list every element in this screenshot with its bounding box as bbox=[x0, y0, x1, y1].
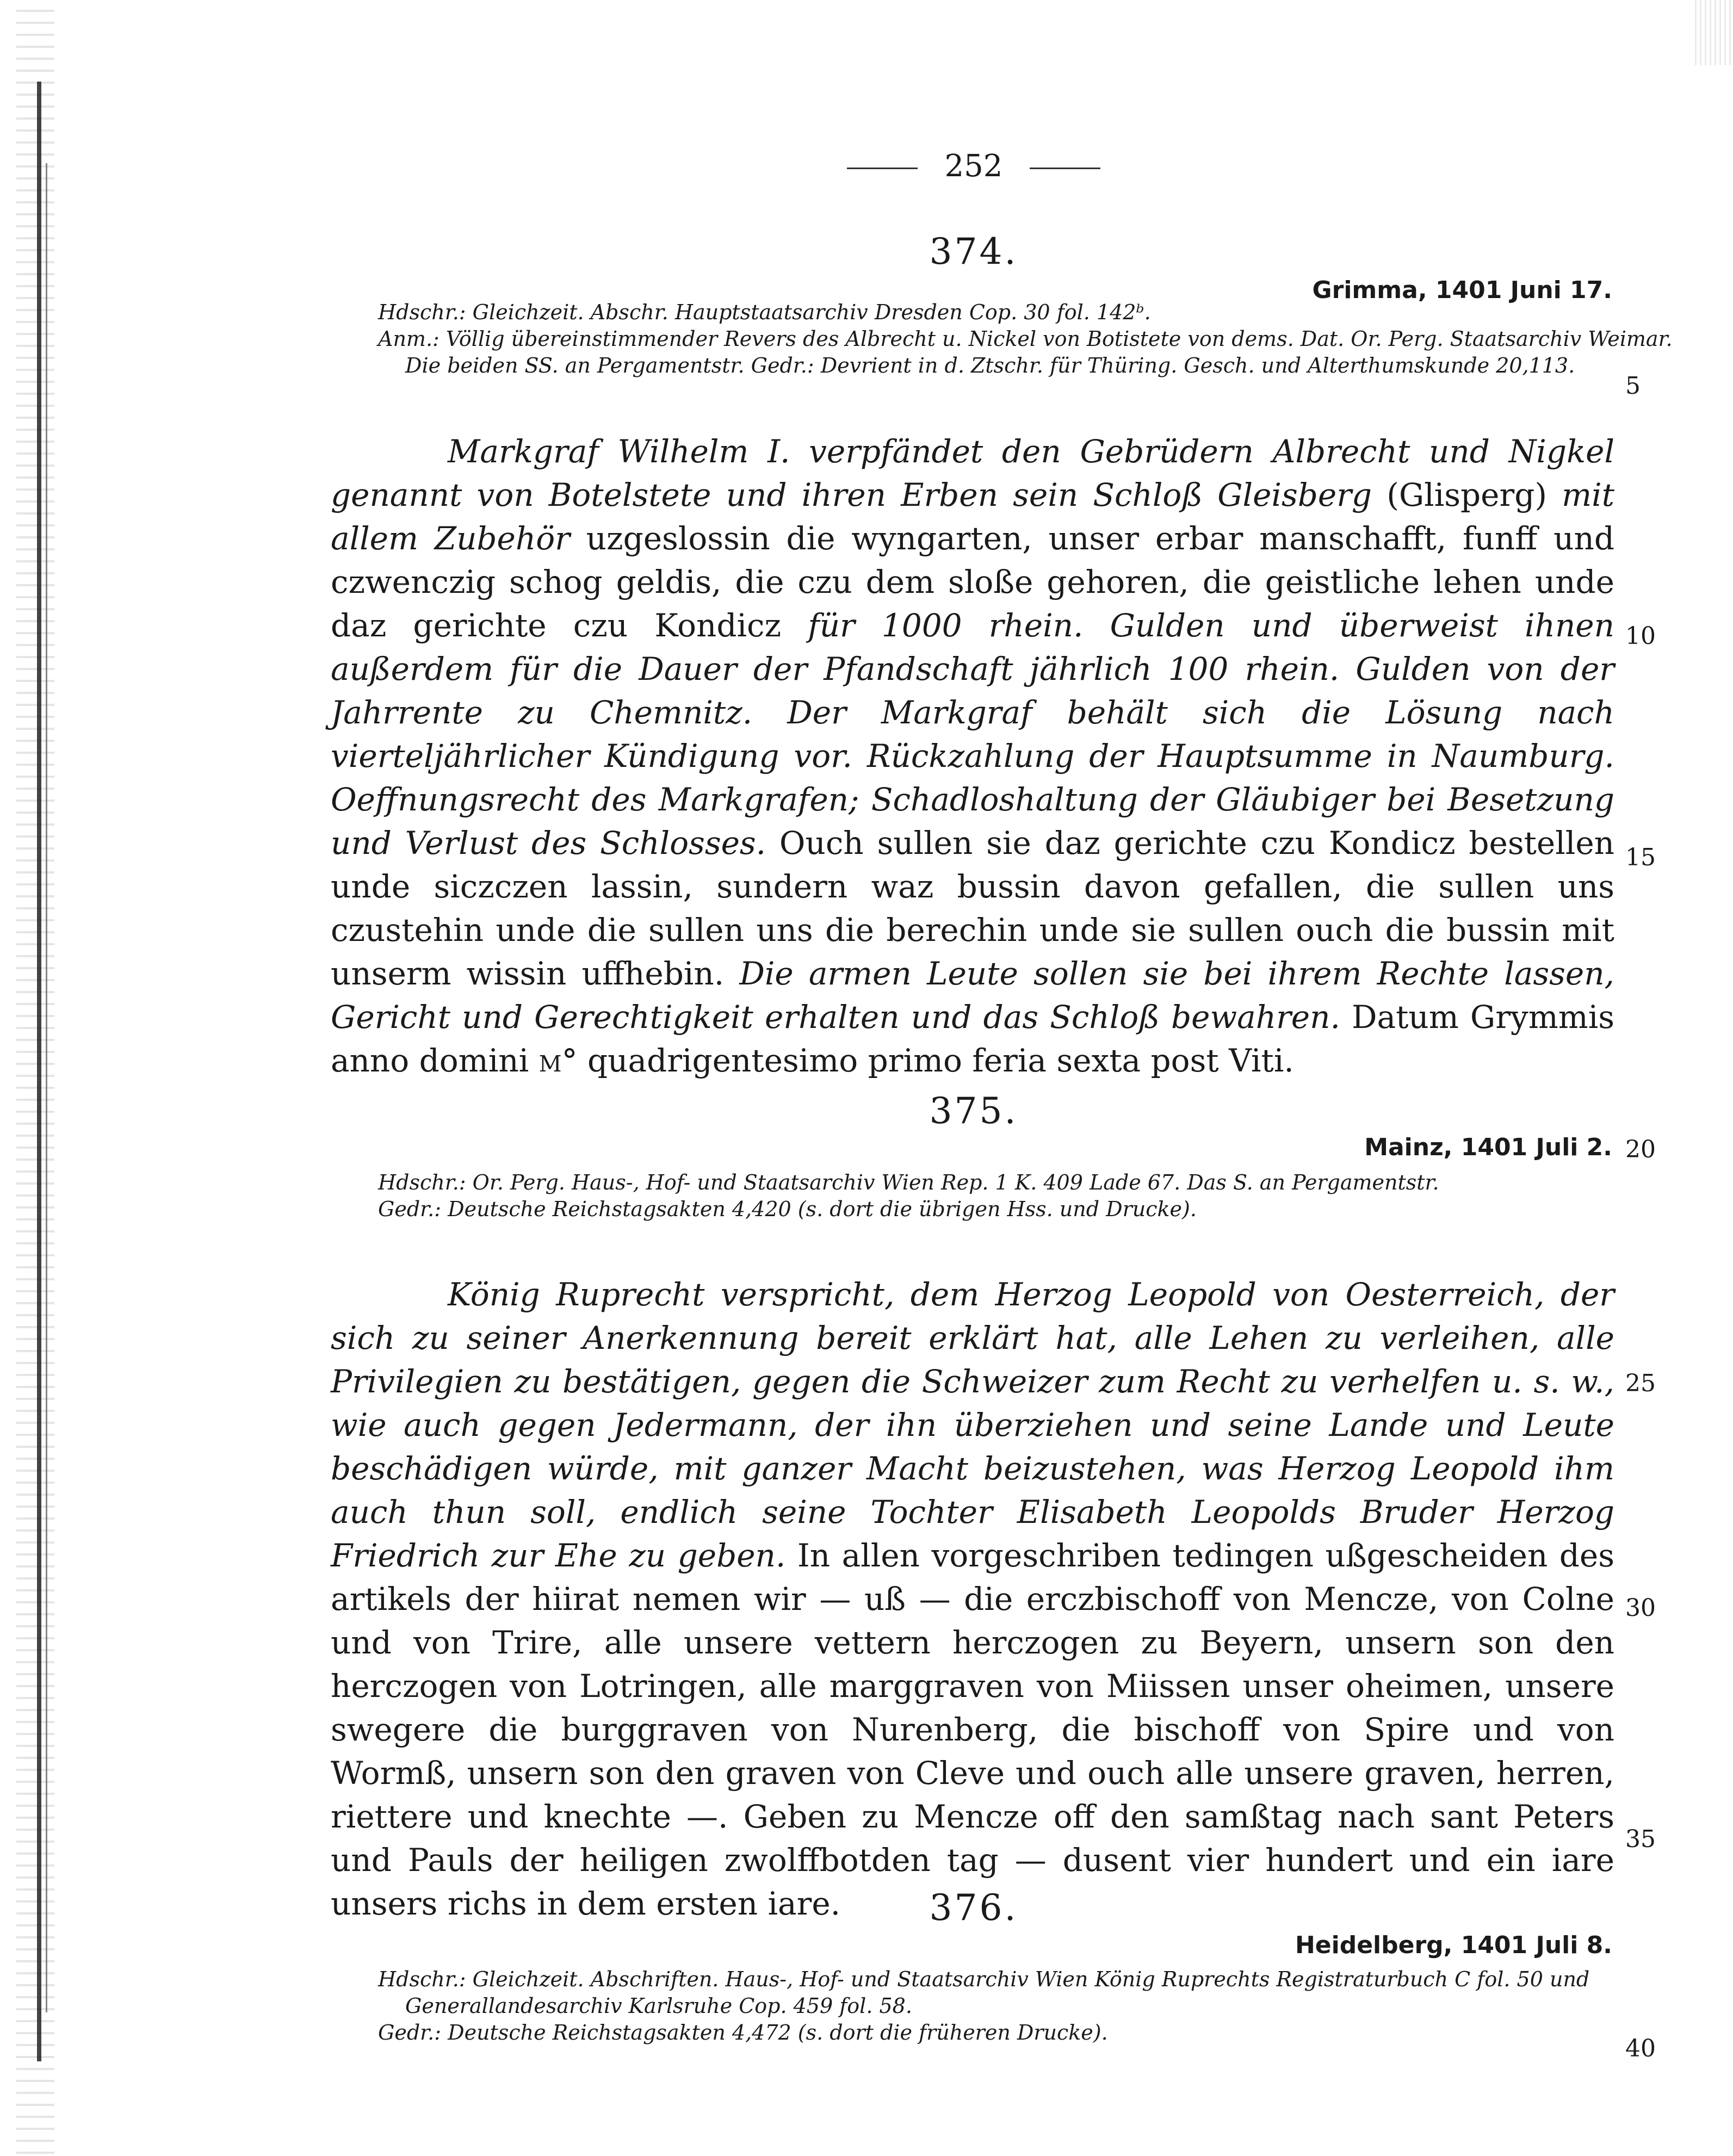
margin-line-number: 15 bbox=[1625, 844, 1656, 871]
scan-corner-artifact bbox=[1695, 0, 1733, 65]
entry-number: 375. bbox=[929, 1090, 1018, 1132]
apparatus-line: Gedr.: Deutsche Reichstagsakten 4,472 (s. dort die früheren Drucke). bbox=[378, 2021, 1108, 2045]
margin-line-number: 35 bbox=[1625, 1825, 1656, 1853]
apparatus-notes bbox=[378, 299, 1673, 379]
text-segment: mit allem Zubehör bbox=[331, 476, 1614, 557]
apparatus-line: Anm.: Völlig übereinstimmender Revers des Albrecht u. Nickel von Botistete von dems. Dat. Or. Perg. Staatsarchiv Weimar. bbox=[378, 327, 1673, 351]
apparatus-notes bbox=[378, 1966, 1613, 2046]
entry-number: 374. bbox=[929, 231, 1018, 272]
text-segment: Datum Grymmis anno domini bbox=[331, 999, 1615, 1079]
regest-paragraph bbox=[331, 1273, 1615, 1929]
text-segment: uzgeslossin die wyngarten, unser erbar manschafft, funff und czwenczig schog geldis, die czu dem sloße gehoren, die geistliche lehen unde daz gerichte czu Kondicz bbox=[331, 520, 1615, 644]
scan-edge-artifact bbox=[16, 0, 54, 2156]
apparatus-line: Hdschr.: Gleichzeit. Abschr. Hauptstaatsarchiv Dresden Cop. 30 fol. 142ᵇ. bbox=[378, 300, 1151, 324]
page-number: 252 bbox=[332, 151, 1616, 182]
margin-line-number: 10 bbox=[1625, 622, 1656, 650]
margin-line-number: 25 bbox=[1625, 1370, 1656, 1397]
text-segment: ° quadrigentesimo primo feria sexta post Viti. bbox=[561, 1042, 1294, 1079]
place-date: Grimma, 1401 Juni 17. bbox=[1312, 276, 1612, 304]
apparatus-line: Generallandesarchiv Karlsruhe Cop. 459 fol. 58. bbox=[405, 1994, 912, 2018]
regest-paragraph bbox=[331, 430, 1614, 1082]
apparatus-line: Die beiden SS. an Pergamentstr. Gedr.: Devrient in d. Ztschr. für Thüring. Gesch. und Alterthumskunde 20,113. bbox=[405, 354, 1575, 377]
entry-number: 376. bbox=[929, 1887, 1018, 1929]
margin-line-number: 40 bbox=[1625, 2035, 1656, 2062]
apparatus-line: Gedr.: Deutsche Reichstagsakten 4,420 (s. dort die übrigen Hss. und Drucke). bbox=[378, 1197, 1197, 1221]
place-date: Heidelberg, 1401 Juli 8. bbox=[1295, 1931, 1612, 1959]
text-segment: Die armen Leute sollen sie bei ihrem Rechte lassen, Gericht und Gerechtigkeit erhalten und das Schloß bewahren. bbox=[331, 955, 1614, 1036]
apparatus-notes bbox=[378, 1169, 1613, 1223]
text-segment: (Glisperg) bbox=[1372, 476, 1562, 513]
margin-line-number: 20 bbox=[1625, 1136, 1656, 1163]
document-body bbox=[331, 430, 1614, 1082]
document-body bbox=[331, 1273, 1615, 1929]
place-date: Mainz, 1401 Juli 2. bbox=[1364, 1133, 1612, 1161]
text-segment: für 1000 rhein. Gulden und überweist ihnen außerdem für die Dauer der Pfandschaft jährlich 100 rhein. Gulden von der Jahrrente zu Chemnitz. Der Markgraf behält sich die Lösung nach vierteljährlicher Kündigung vor. Rückzahlung der Hauptsumme in Naumburg. Oeffnungsrecht des Markgrafen; Schadloshaltung der Gläubiger bei Besetzung und Verlust des Schlosses. bbox=[331, 607, 1614, 862]
text-segment: König Ruprecht verspricht, dem Herzog Leopold von Oesterreich, der sich zu seiner Anerkennung bereit erklärt hat, alle Lehen zu verleihen, alle Privilegien zu bestätigen, gegen die Schweizer zum Recht zu verhelfen u. s. w., wie auch gegen Jedermann, der ihn überziehen und seine Lande und Leute beschädigen würde, mit ganzer Macht beizustehen, was Herzog Leopold ihm auch thun soll, endlich seine Tochter Elisabeth Leopolds Bruder Herzog Friedrich zur Ehe zu geben. bbox=[331, 1276, 1614, 1574]
apparatus-line: Hdschr.: Or. Perg. Haus-, Hof- und Staatsarchiv Wien Rep. 1 K. 409 Lade 67. Das S. an Pergamentstr. bbox=[378, 1170, 1439, 1194]
margin-line-number: 5 bbox=[1625, 372, 1641, 400]
margin-line-number: 30 bbox=[1625, 1594, 1656, 1622]
text-segment: Markgraf Wilhelm I. verpfändet den Gebrüdern Albrecht und Nigkel genannt von Botelstete und ihren Erben sein Schloß Gleisberg bbox=[331, 433, 1614, 513]
text-segment: Ouch sullen sie daz gerichte czu Kondicz bestellen unde siczczen lassin, sundern waz bussin davon gefallen, die sullen uns czustehin unde die sullen uns die berechin unde sie sullen ouch die bussin mit unserm wissin uffhebin. bbox=[331, 825, 1614, 992]
apparatus-line: Hdschr.: Gleichzeit. Abschriften. Haus-, Hof- und Staatsarchiv Wien König Ruprechts Registraturbuch C fol. 50 und bbox=[378, 1967, 1590, 1991]
text-segment: m bbox=[539, 1042, 562, 1079]
text-segment: In allen vorgeschriben tedingen ußgescheiden des artikels der hiirat nemen wir — uß — die erczbischoff von Mencze, von Colne und von Trire, alle unsere vettern herczogen zu Beyern, unsern son den herczogen von Lotringen, alle marggraven von Miissen unser oheimen, unsere swegere die burggraven von Nurenberg, die bischoff von Spire und von Wormß, unsern son den graven von Cleve und ouch alle unsere graven, herren, riettere und knechte —. Geben zu Mencze off den samßtag nach sant Peters und Pauls der heiligen zwolffbotden tag — dusent vier hundert und ein iare unsers richs in dem ersten iare. bbox=[331, 1537, 1615, 1922]
